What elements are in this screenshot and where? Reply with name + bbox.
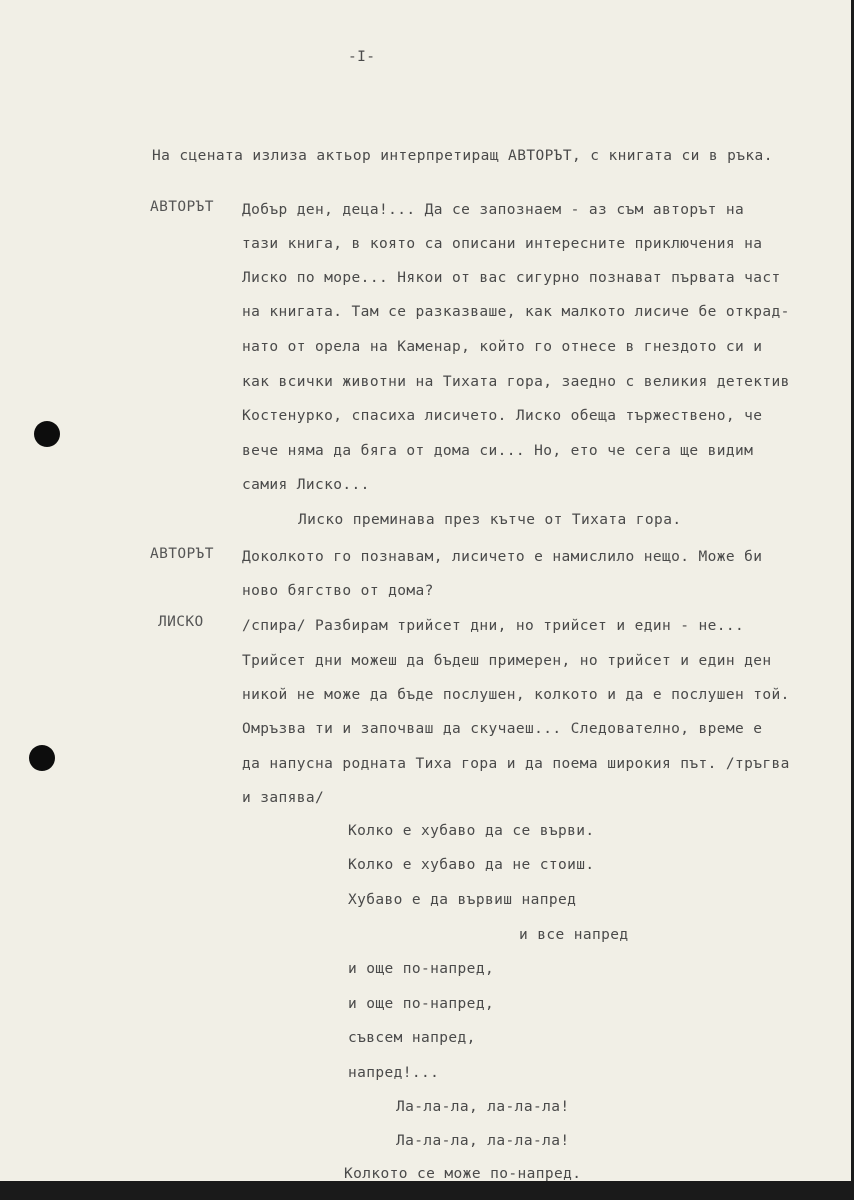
dialogue-line: как всички животни на Тихата гора, заедно с великия детектив — [242, 374, 790, 390]
dialogue-line: Лиско по море... Някои от вас сигурно познават първата част — [242, 270, 781, 286]
dialogue-line: самия Лиско... — [242, 477, 370, 493]
song-line: Ла-ла-ла, ла-ла-ла! — [396, 1133, 570, 1149]
song-line: Хубаво е да вървиш напред — [348, 892, 577, 908]
song-line: Колко е хубаво да се върви. — [348, 823, 595, 839]
punch-hole — [29, 745, 55, 771]
song-line: Колкото се може по-напред. — [344, 1166, 582, 1181]
speaker-label: АВТОРЪТ — [150, 546, 214, 562]
song-line: Колко е хубаво да не стоиш. — [348, 857, 595, 873]
dialogue-line: и запява/ — [242, 790, 325, 806]
song-line: съвсем напред, — [348, 1030, 476, 1046]
punch-hole — [34, 421, 60, 447]
page-number: -I- — [348, 49, 376, 65]
dialogue-line: Омръзва ти и започваш да скучаеш... Следователно, време е — [242, 721, 763, 737]
dialogue-line: нато от орела на Каменар, който го отнесе в гнездото си и — [242, 339, 763, 355]
dialogue-line: Добър ден, деца!... Да се запознаем - аз съм авторът на — [242, 202, 745, 218]
song-line: Ла-ла-ла, ла-ла-ла! — [396, 1099, 570, 1115]
dialogue-line: тази книга, в която са описани интересните приключения на — [242, 236, 763, 252]
song-line: и още по-напред, — [348, 961, 495, 977]
dialogue-line: на книгата. Там се разказваше, как малкото лисиче бе открад- — [242, 304, 790, 320]
speaker-label: ЛИСКО — [158, 614, 204, 630]
stage-direction: Лиско преминава през кътче от Тихата гора. — [298, 512, 682, 528]
dialogue-line: никой не може да бъде послушен, колкото и да е послушен той. — [242, 687, 790, 703]
stage-direction: На сцената излиза актьор интерпретиращ АВТОРЪТ, с книгата си в ръка. — [152, 148, 773, 164]
dialogue-line: /спира/ Разбирам трийсет дни, но трийсет и един - не... — [242, 618, 745, 634]
dialogue-line: вече няма да бяга от дома си... Но, ето че сега ще видим — [242, 443, 754, 459]
speaker-label: АВТОРЪТ — [150, 199, 214, 215]
dialogue-line: Доколкото го познавам, лисичето е намислило нещо. Може би — [242, 549, 763, 565]
dialogue-line: да напусна родната Тиха гора и да поема широкия път. /тръгва — [242, 756, 790, 772]
song-line: и все напред — [519, 927, 629, 943]
dialogue-line: Костенурко, спасиха лисичето. Лиско обеща тържествено, че — [242, 408, 763, 424]
dialogue-line: ново бягство от дома? — [242, 583, 434, 599]
song-line: и още по-напред, — [348, 996, 495, 1012]
dialogue-line: Трийсет дни можеш да бъдеш примерен, но трийсет и един ден — [242, 653, 772, 669]
song-line: напред!... — [348, 1065, 440, 1081]
